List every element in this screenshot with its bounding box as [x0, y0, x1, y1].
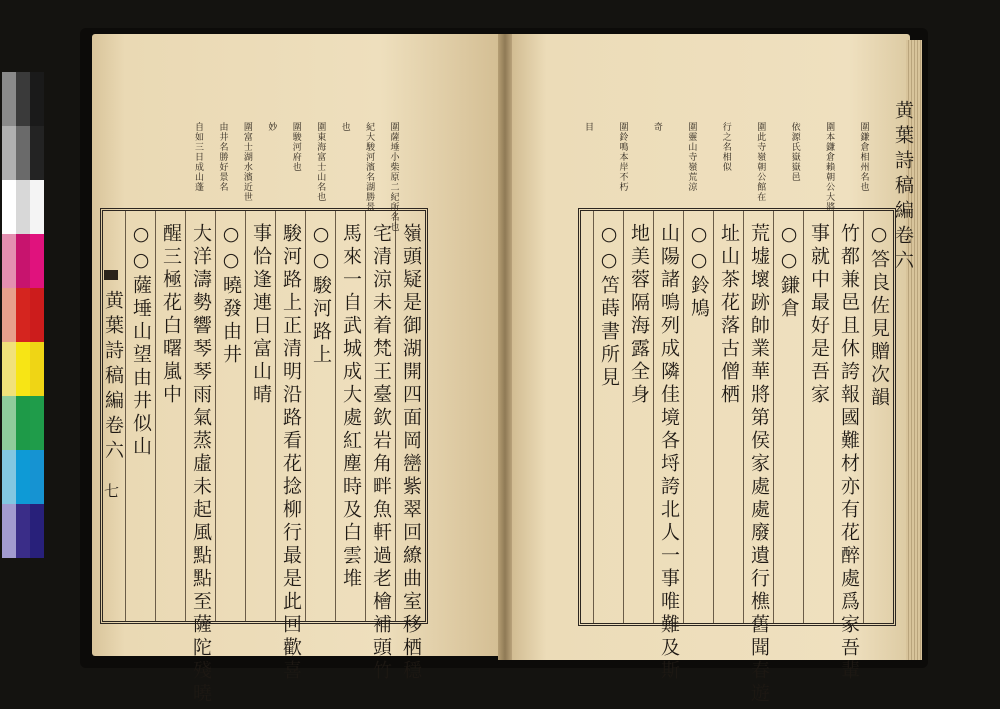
fish-tail-mark — [104, 270, 118, 280]
color-swatch — [30, 504, 44, 558]
margin-note: 圍此寺嶺朝公館在 — [755, 122, 766, 202]
column-text: ○○笘蒔書所見 — [598, 223, 620, 390]
margin-note: 行之名相似 — [720, 122, 731, 172]
color-swatch — [16, 504, 30, 558]
column-text: ○○鈴鳩 — [688, 223, 710, 321]
text-column — [245, 211, 275, 621]
column-text: 竹都兼邑且休誇報國難材亦有花醉處爲家吾輩 — [838, 223, 860, 683]
text-column — [275, 211, 305, 683]
color-swatch — [30, 180, 44, 234]
text-column — [623, 211, 653, 623]
column-text: 事恰逢連日富山晴 — [250, 223, 272, 407]
margin-note: 圍駿河府也 — [290, 122, 301, 172]
color-calibration-strip — [2, 72, 44, 558]
column-text: 荒墟壞跡帥業華將第侯家處處廢遺行樵舊聞春遊 — [748, 223, 770, 706]
margin-note: 圍東海富士山名也 — [315, 122, 326, 202]
text-column — [305, 211, 335, 621]
text-column — [803, 211, 833, 623]
margin-note: 圍鎌倉相州名也 — [858, 122, 869, 192]
text-column — [365, 211, 395, 683]
color-swatch — [16, 288, 30, 342]
text-column — [653, 211, 683, 683]
swatch-row — [2, 234, 44, 288]
color-swatch — [2, 234, 16, 288]
color-swatch — [2, 504, 16, 558]
column-text: ○○鎌倉 — [778, 223, 800, 321]
color-swatch — [2, 126, 16, 180]
book-gutter — [498, 34, 512, 660]
column-text: ○答良佐見贈次韻 — [868, 223, 890, 410]
color-swatch — [30, 234, 44, 288]
color-swatch — [30, 288, 44, 342]
text-column — [593, 211, 623, 623]
text-column — [185, 211, 215, 706]
margin-note: 圍本鎌倉賴朝公大將 — [824, 122, 835, 212]
margin-note: 由井名勝好景名 — [217, 122, 228, 192]
color-swatch — [2, 396, 16, 450]
right-hanshin-title: 黄葉詩稿編卷六 — [892, 100, 914, 275]
right-text-frame — [578, 208, 896, 706]
text-column — [833, 211, 863, 683]
margin-note: 圍靈山寺嶺荒涼 — [686, 122, 697, 192]
text-column — [155, 211, 185, 621]
color-swatch — [16, 180, 30, 234]
left-page-number: 七 — [104, 482, 120, 500]
color-swatch — [16, 396, 30, 450]
margin-note: 依源氏嶽嶽邑 — [789, 122, 800, 182]
color-swatch — [2, 72, 16, 126]
color-swatch — [2, 342, 16, 396]
text-column — [683, 211, 713, 623]
color-swatch — [16, 450, 30, 504]
swatch-row — [2, 396, 44, 450]
color-swatch — [16, 234, 30, 288]
margin-note: 目 — [583, 122, 593, 132]
color-swatch — [30, 72, 44, 126]
swatch-row — [2, 504, 44, 558]
column-text: 山陽諸鳴列成隣佳境各埒誇北人一事唯難及斯 — [658, 223, 680, 683]
text-column — [335, 211, 365, 621]
color-swatch — [2, 180, 16, 234]
column-text: 事就中最好是吾家 — [808, 223, 830, 407]
color-swatch — [16, 126, 30, 180]
swatch-row — [2, 72, 44, 126]
swatch-row — [2, 288, 44, 342]
column-text: ○○曉發由井 — [220, 223, 242, 367]
text-column — [125, 211, 155, 621]
margin-note: 妙 — [266, 122, 277, 132]
left-text-frame — [100, 208, 428, 706]
column-text: 宅清涼未着梵王臺欽岩角畔魚軒過老檜補頭竹 — [370, 223, 392, 683]
color-swatch — [30, 450, 44, 504]
text-column — [395, 211, 425, 683]
margin-note: 奇 — [651, 122, 662, 132]
right-columns — [593, 211, 893, 706]
column-text: 嶺頭疑是御湖開四面岡巒紫翠回繚曲室移栖穩 — [400, 223, 422, 683]
swatch-row — [2, 180, 44, 234]
swatch-row — [2, 342, 44, 396]
column-text: 醒三極花白曙嵐中 — [160, 223, 182, 407]
color-swatch — [30, 342, 44, 396]
column-text: ○○駿河路上 — [310, 223, 332, 367]
color-swatch — [2, 450, 16, 504]
column-text: 駿河路上正清明沿路看花捻柳行最是此回歡喜 — [280, 223, 302, 683]
text-column — [863, 211, 893, 623]
text-column — [713, 211, 743, 623]
column-text: 地美蓉隔海露全身 — [628, 223, 650, 407]
margin-note: 也 — [339, 122, 350, 132]
color-swatch — [30, 396, 44, 450]
swatch-row — [2, 450, 44, 504]
text-column — [743, 211, 773, 706]
left-columns — [125, 211, 425, 706]
color-swatch — [16, 72, 30, 126]
margin-note: 紀大駿河濱名湖勝景 — [364, 122, 375, 212]
column-text: 址山茶花落古僧栖 — [718, 223, 740, 407]
text-column — [773, 211, 803, 623]
margin-note: 圍鈴鳴本岸不朽 — [617, 122, 628, 192]
color-swatch — [16, 342, 30, 396]
text-column — [215, 211, 245, 621]
column-text: 馬來一自武城成大處紅塵時及白雲堆 — [340, 223, 362, 591]
color-swatch — [30, 126, 44, 180]
column-text: 大洋濤勢響琴琴雨氣蒸虛未起風點點至薩陀殘曉 — [190, 223, 212, 706]
swatch-row — [2, 126, 44, 180]
margin-note: 圍富士湖水濱近世 — [241, 122, 252, 202]
column-text: ○○薩埵山望由井似山 — [130, 223, 152, 459]
color-swatch — [2, 288, 16, 342]
left-hanshin-title: 黄葉詩稿編卷六 — [102, 290, 124, 465]
margin-note: 自如三日成山蓬 — [193, 122, 203, 192]
margin-note: 圍薩埵小柴原二紀所名也 — [388, 122, 399, 232]
